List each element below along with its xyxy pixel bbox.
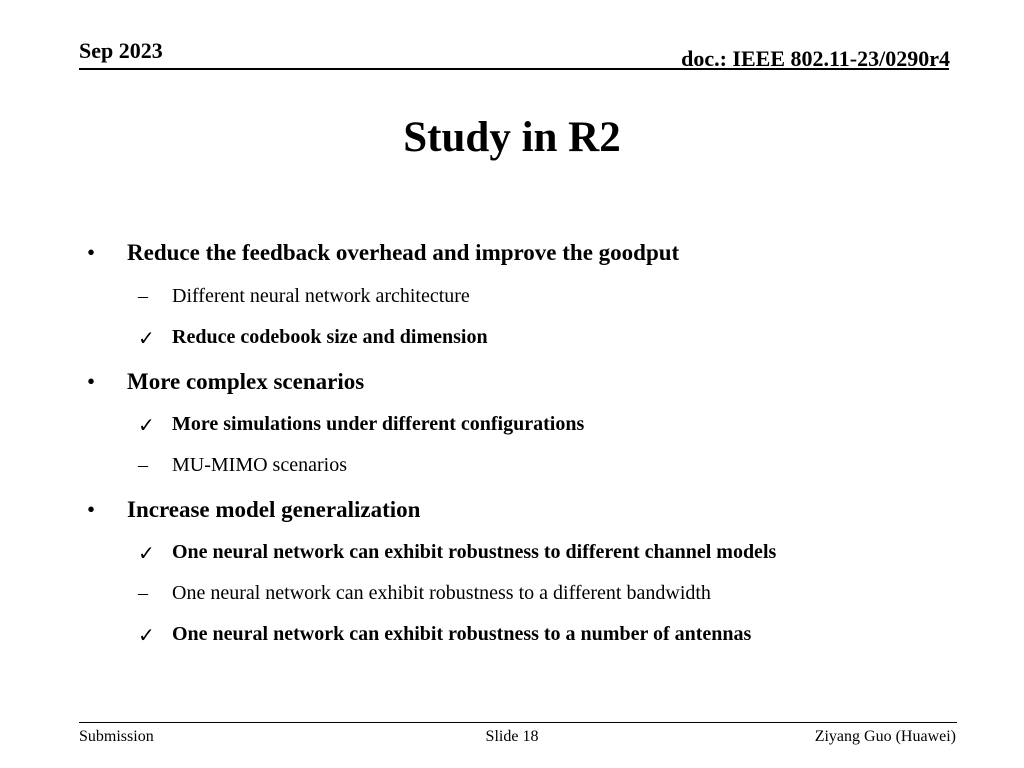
subitem-text: One neural network can exhibit robustness to different channel models — [172, 541, 777, 563]
subitem-text: One neural network can exhibit robustness to a number of antennas — [172, 623, 752, 645]
subitem-text: One neural network can exhibit robustness to a different bandwidth — [172, 582, 711, 604]
header-date: Sep 2023 — [79, 38, 163, 63]
footer-slide-number: Slide 18 — [485, 728, 539, 745]
checkmark-icon: ✓ — [138, 543, 155, 565]
slide-title: Study in R2 — [403, 114, 621, 161]
bullet-marker: • — [87, 240, 96, 265]
subitem-text: Different neural network architecture — [172, 285, 470, 307]
subitem-text: MU-MIMO scenarios — [172, 454, 347, 476]
checkmark-icon: ✓ — [138, 415, 155, 437]
checkmark-icon: ✓ — [138, 625, 155, 647]
subitem-text: Reduce codebook size and dimension — [172, 326, 488, 348]
dash-marker: – — [138, 285, 148, 307]
checkmark-icon: ✓ — [138, 328, 155, 350]
bullet-marker: • — [87, 369, 96, 394]
bullet-text: Reduce the feedback overhead and improve the goodput — [127, 240, 680, 265]
bullet-text: Increase model generalization — [127, 497, 421, 522]
footer-submission: Submission — [79, 728, 154, 745]
footer-author: Ziyang Guo (Huawei) — [814, 728, 956, 745]
dash-marker: – — [138, 454, 148, 476]
dash-marker: – — [138, 582, 148, 604]
footer-divider — [79, 722, 957, 723]
header-doc-id: doc.: IEEE 802.11-23/0290r4 — [681, 46, 950, 71]
bullet-marker: • — [87, 497, 96, 522]
subitem-text: More simulations under different configurations — [172, 413, 585, 435]
bullet-text: More complex scenarios — [127, 369, 365, 394]
